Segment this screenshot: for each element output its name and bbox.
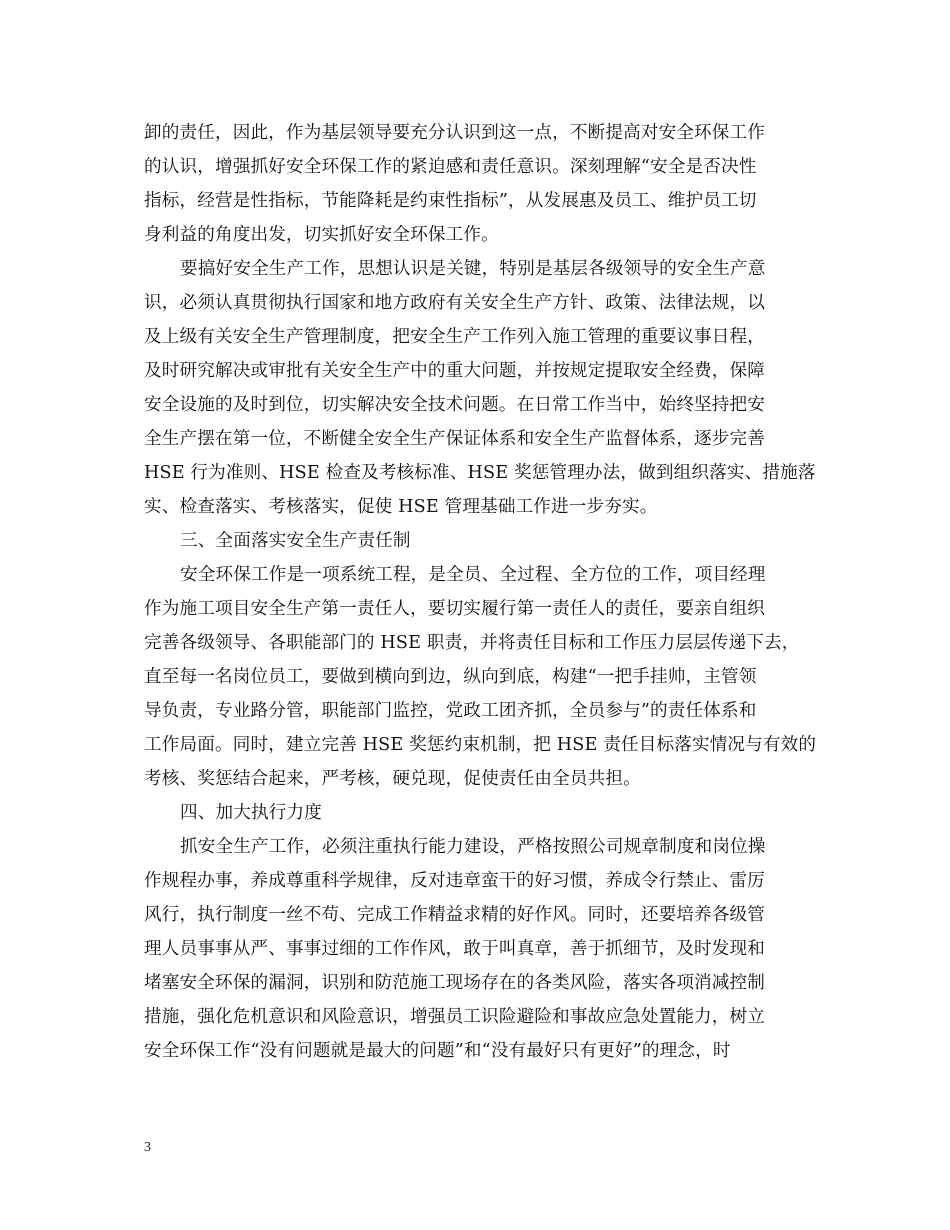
body-line: 完善各级领导、各职能部门的 HSE 职责，并将责任目标和工作压力层层传递下去，	[144, 633, 800, 653]
body-line: 的认识，增强抓好安全环保工作的紧迫感和责任意识。深刻理解“安全是否决性	[144, 157, 757, 177]
paragraph-first-line: 安全环保工作是一项系统工程，是全员、全过程、全方位的工作，项目经理	[180, 565, 766, 585]
body-line: 及上级有关安全生产管理制度，把安全生产工作列入施工管理的重要议事日程，	[144, 327, 766, 347]
section-heading: 四、加大执行力度	[180, 803, 322, 823]
body-line: 安全设施的及时到位，切实解决安全技术问题。在日常工作当中，始终坚持把安	[144, 395, 766, 415]
body-line: 全生产摆在第一位，不断健全安全生产保证体系和安全生产监督体系，逐步完善	[144, 429, 766, 449]
paragraph-first-line: 要搞好安全生产工作，思想认识是关键，特别是基层各级领导的安全生产意	[180, 259, 766, 279]
body-line: 直至每一名岗位员工，要做到横向到边，纵向到底，构建“一把手挂帅，主管领	[144, 667, 757, 687]
body-line: 措施，强化危机意识和风险意识，增强员工识险避险和事故应急处置能力，树立	[144, 1007, 766, 1027]
paragraph-first-line: 抓安全生产工作，必须注重执行能力建设，严格按照公司规章制度和岗位操	[180, 837, 766, 857]
body-line: 导负责，专业路分管，职能部门监控，党政工团齐抓，全员参与”的责任体系和	[144, 701, 757, 721]
body-line: 堵塞安全环保的漏洞，识别和防范施工现场存在的各类风险，落实各项消减控制	[144, 973, 766, 993]
body-line: 指标，经营是性指标，节能降耗是约束性指标”，从发展惠及员工、维护员工切	[144, 191, 757, 211]
body-line: 实、检查落实、考核落实，促使 HSE 管理基础工作进一步夯实。	[144, 497, 658, 517]
section-heading: 三、全面落实安全生产责任制	[180, 531, 411, 551]
body-line: 理人员事事从严、事事过细的工作作风，敢于叫真章，善于抓细节，及时发现和	[144, 939, 766, 959]
body-line: 身利益的角度出发，切实抓好安全环保工作。	[144, 225, 499, 245]
body-line: 识，必须认真贯彻执行国家和地方政府有关安全生产方针、政策、法律法规，以	[144, 293, 766, 313]
body-line: 考核、奖惩结合起来，严考核，硬兑现，促使责任由全员共担。	[144, 769, 641, 789]
body-line: 作规程办事，养成尊重科学规律，反对违章蛮干的好习惯，养成令行禁止、雷厉	[144, 871, 766, 891]
document-body	[144, 116, 817, 1068]
page-number: 3	[144, 1140, 151, 1155]
body-line: 风行，执行制度一丝不苟、完成工作精益求精的好作风。同时，还要培养各级管	[144, 905, 766, 925]
body-line: 及时研究解决或审批有关安全生产中的重大问题，并按规定提取安全经费，保障	[144, 361, 766, 381]
body-line: 卸的责任，因此，作为基层领导要充分认识到这一点，不断提高对安全环保工作	[144, 123, 766, 143]
body-line: 安全环保工作“没有问题就是最大的问题”和“没有最好只有更好”的理念，时	[144, 1041, 731, 1061]
body-line: 作为施工项目安全生产第一责任人，要切实履行第一责任人的责任，要亲自组织	[144, 599, 766, 619]
body-line: 工作局面。同时，建立完善 HSE 奖惩约束机制，把 HSE 责任目标落实情况与有效的	[144, 735, 817, 755]
body-line: HSE 行为准则、HSE 检查及考核标准、HSE 奖惩管理办法，做到组织落实、措施落	[144, 463, 816, 483]
